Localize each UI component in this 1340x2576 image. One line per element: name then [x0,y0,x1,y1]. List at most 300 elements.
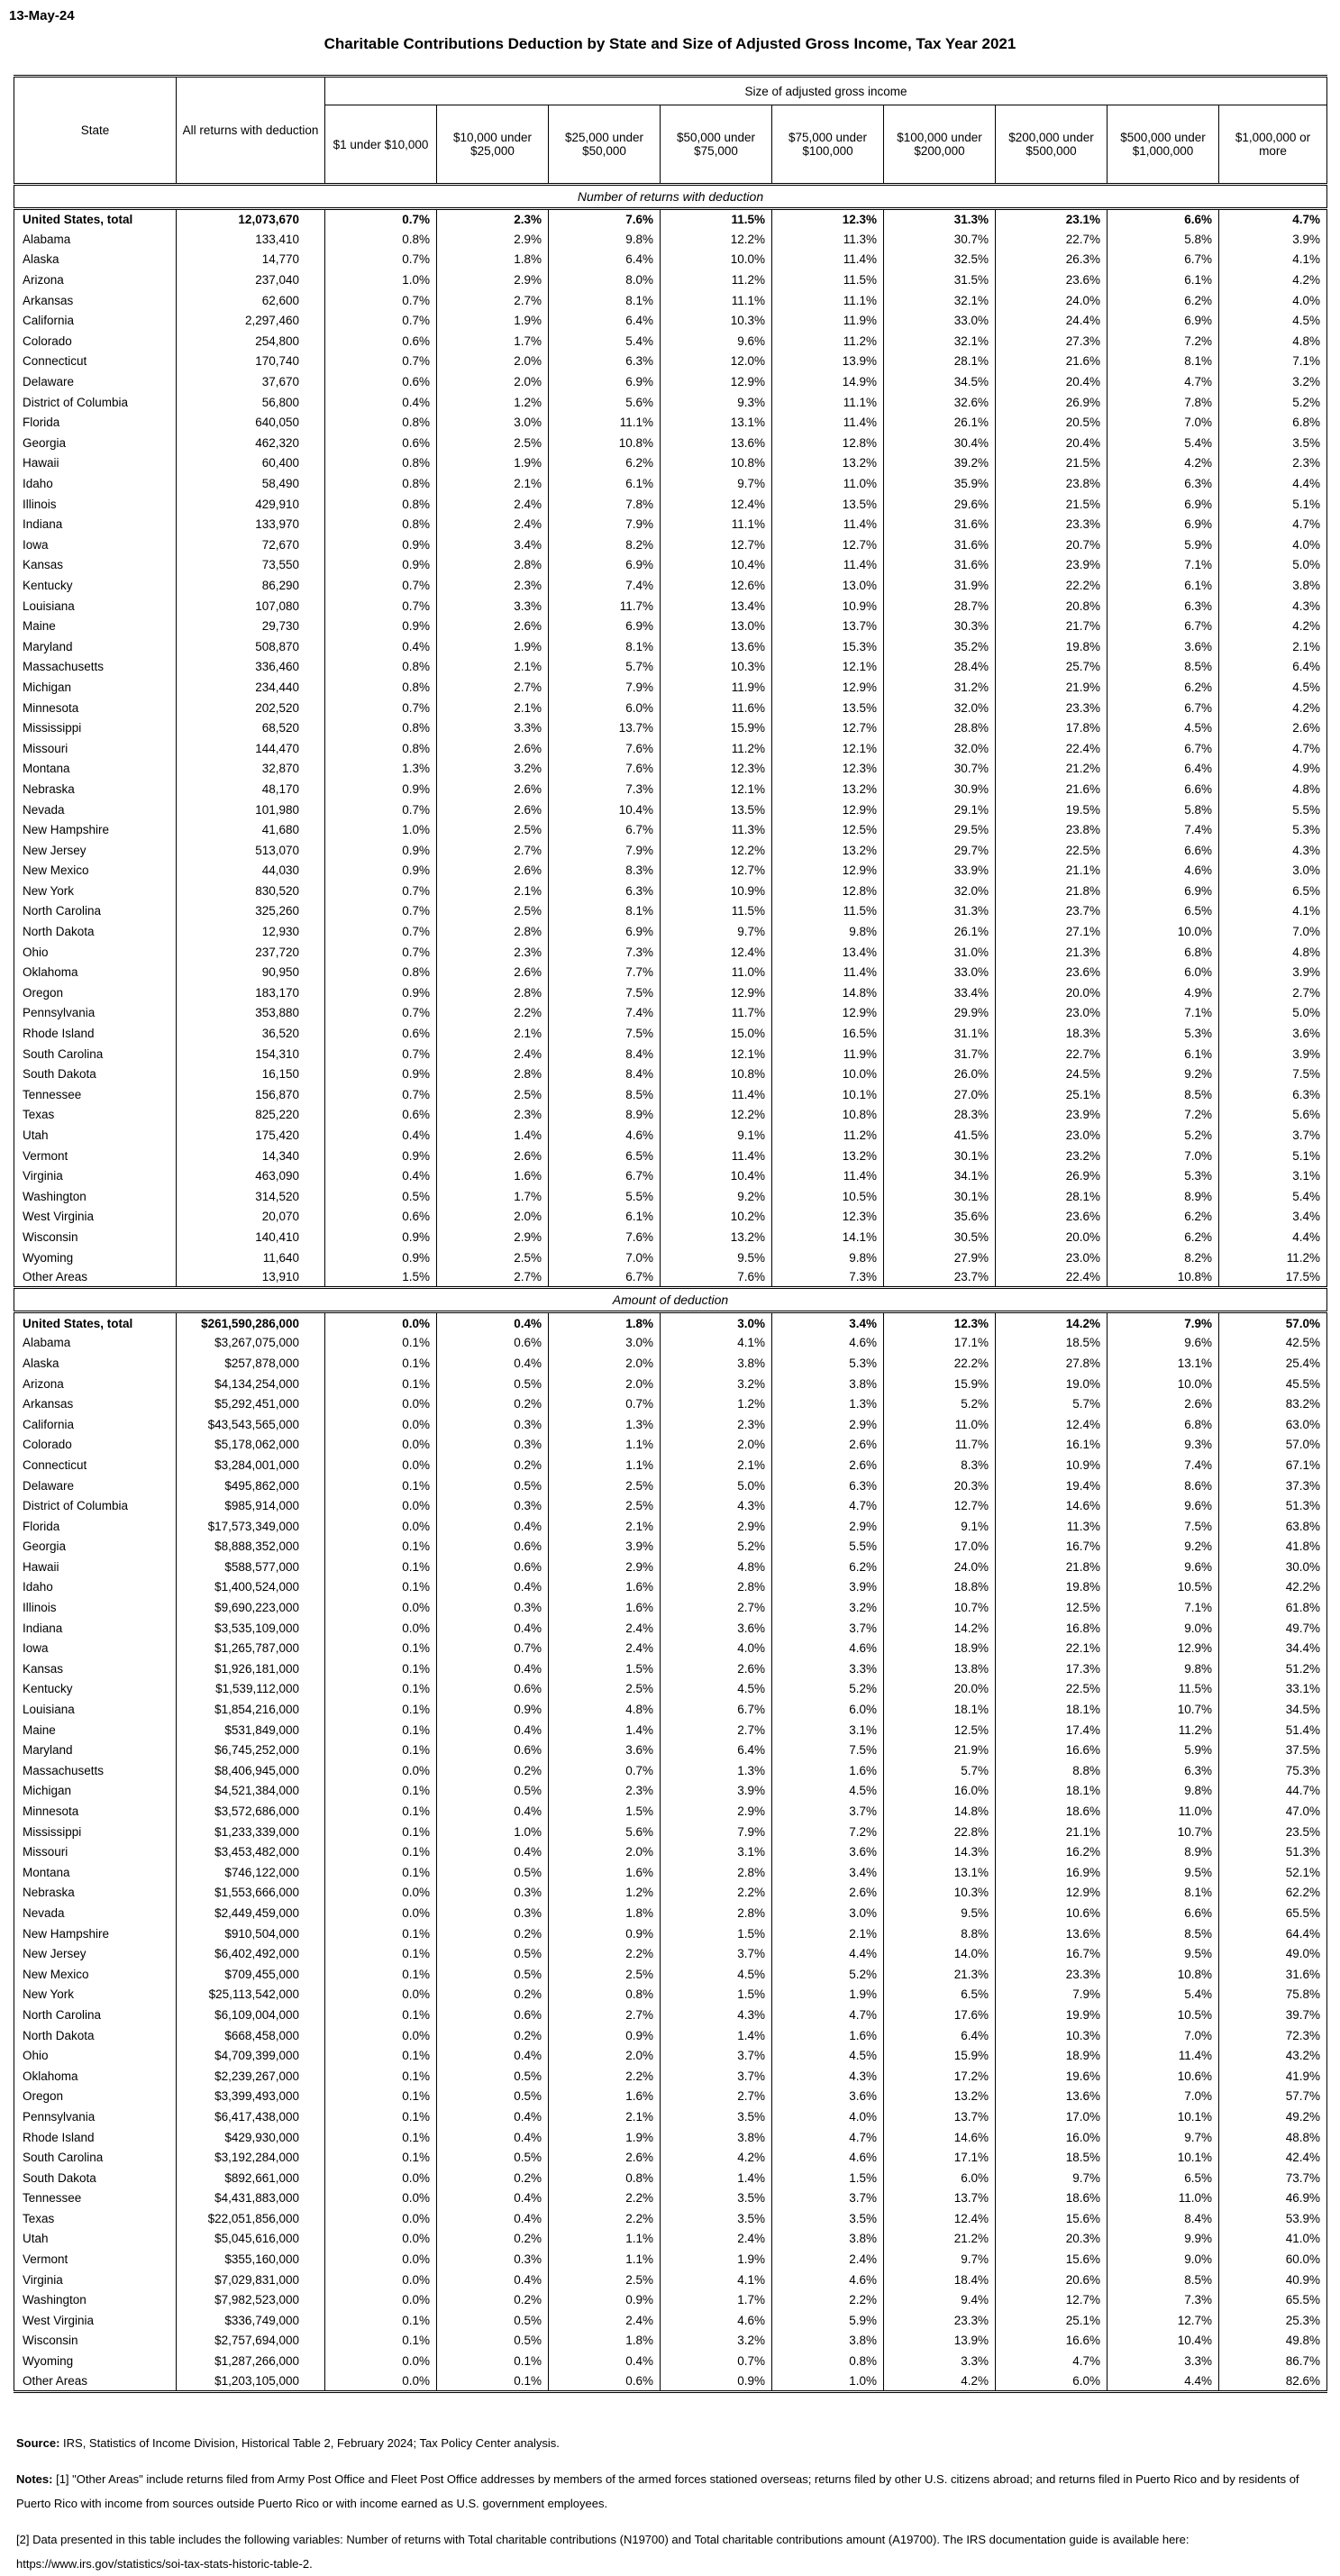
total-cell: $985,914,000 [177,1495,325,1516]
pct-cell: 4.0% [661,1638,772,1658]
pct-cell: 12.9% [996,1883,1108,1904]
pct-cell: 11.4% [661,1084,772,1105]
pct-cell: 21.8% [996,881,1108,901]
pct-cell: 11.7% [884,1435,996,1456]
pct-cell: 18.9% [884,1638,996,1658]
pct-cell: 8.6% [1108,1475,1219,1496]
table-row [14,352,1327,372]
state-cell: South Dakota [23,2170,96,2185]
total-cell: $3,453,482,000 [177,1841,325,1862]
pct-cell: 2.6% [437,799,549,820]
pct-cell: 4.4% [1108,2371,1219,2392]
pct-cell: 2.0% [437,371,549,392]
total-cell: 36,520 [177,1023,325,1044]
pct-cell: 29.5% [884,819,996,840]
pct-cell: 8.9% [549,1105,661,1126]
total-cell: $6,417,438,000 [177,2106,325,2127]
pct-cell: 49.7% [1219,1618,1327,1639]
state-cell: Hawaii [23,456,59,470]
state-cell: Montana [23,762,70,776]
total-cell: 237,040 [177,269,325,290]
state-cell: Idaho [23,477,53,491]
pct-cell: 26.9% [996,392,1108,413]
pct-cell: 0.4% [437,1577,549,1598]
pct-cell: 31.1% [884,1023,996,1044]
pct-cell: 0.5% [437,2087,549,2107]
pct-cell: 0.4% [549,2351,661,2371]
pct-cell: 2.2% [549,1943,661,1964]
pct-cell: 31.7% [884,1044,996,1064]
pct-cell: 14.2% [884,1618,996,1639]
pct-cell: 11.9% [772,310,884,331]
state-cell: Arkansas [23,1397,74,1411]
table-row [14,2331,1327,2352]
state-cell: Missouri [23,741,68,755]
pct-cell: 2.1% [661,1455,772,1475]
state-cell: District of Columbia [23,395,129,409]
pct-cell: 23.7% [996,901,1108,922]
pct-cell: 18.1% [884,1699,996,1720]
pct-cell: 3.4% [1219,1207,1327,1228]
pct-cell: 11.1% [772,290,884,311]
pct-cell: 22.5% [996,1679,1108,1700]
table-row [14,575,1327,596]
pct-cell: 0.7% [325,942,437,963]
pct-cell: 1.6% [549,1577,661,1598]
pct-cell: 0.4% [325,636,437,657]
pct-cell: 11.0% [772,473,884,494]
total-cell: 133,410 [177,229,325,250]
pct-cell: 3.0% [437,412,549,433]
total-cell: 32,870 [177,759,325,780]
pct-cell: 3.7% [772,1801,884,1822]
pct-cell: 9.1% [661,1125,772,1146]
pct-cell: 11.7% [661,1003,772,1024]
pct-cell: 0.8% [325,717,437,738]
state-cell: Minnesota [23,700,79,715]
pct-cell: 7.1% [1219,352,1327,372]
pct-cell: 2.9% [437,229,549,250]
pct-cell: 3.9% [549,1537,661,1557]
pct-cell: 23.7% [884,1267,996,1288]
pct-cell: 0.9% [325,1064,437,1084]
pct-cell: 8.3% [884,1455,996,1475]
pct-cell: 21.2% [996,759,1108,780]
pct-cell: 28.8% [884,717,996,738]
total-cell: 463,090 [177,1165,325,1186]
state-cell: Wisconsin [23,2334,78,2348]
pct-cell: 30.9% [884,779,996,799]
pct-cell: 0.0% [325,1760,437,1781]
pct-cell: 31.3% [884,209,996,230]
pct-cell: 20.0% [996,982,1108,1003]
pct-cell: 12.9% [772,677,884,698]
total-cell: 56,800 [177,392,325,413]
pct-cell: 1.3% [549,1414,661,1435]
pct-cell: 21.1% [996,1822,1108,1842]
pct-cell: 15.9% [884,2045,996,2066]
table-row [14,371,1327,392]
pct-cell: 19.6% [996,2066,1108,2087]
pct-cell: 5.3% [1219,819,1327,840]
pct-cell: 2.2% [549,2188,661,2209]
pct-cell: 9.6% [1108,1557,1219,1577]
table-row [14,1044,1327,1064]
state-cell: Ohio [23,945,49,959]
pct-cell: 20.5% [996,412,1108,433]
pct-cell: 0.4% [437,1801,549,1822]
pct-cell: 1.9% [661,2249,772,2270]
pct-cell: 65.5% [1219,1903,1327,1923]
state-cell: Oklahoma [23,2069,78,2083]
pct-cell: 4.7% [1219,738,1327,759]
pct-cell: 1.6% [772,1760,884,1781]
pct-cell: 3.6% [1108,636,1219,657]
pct-cell: 20.8% [996,596,1108,617]
pct-cell: 0.3% [437,1495,549,1516]
pct-cell: 4.7% [1219,209,1327,230]
pct-cell: 63.8% [1219,1516,1327,1537]
pct-cell: 9.8% [1108,1781,1219,1802]
pct-cell: 9.8% [1108,1658,1219,1679]
state-cell: Louisiana [23,1703,75,1717]
pct-cell: 0.0% [325,2270,437,2290]
pct-cell: 10.5% [772,1186,884,1207]
pct-cell: 12.2% [661,840,772,861]
pct-cell: 37.5% [1219,1740,1327,1760]
state-cell: District of Columbia [23,1499,129,1513]
table-row [14,1822,1327,1842]
total-cell: $43,543,565,000 [177,1414,325,1435]
table-row [14,1186,1327,1207]
pct-cell: 2.2% [772,2289,884,2310]
pct-cell: 3.3% [884,2351,996,2371]
total-cell: 13,910 [177,1267,325,1288]
pct-cell: 4.1% [661,1333,772,1354]
pct-cell: 9.5% [1108,1943,1219,1964]
pct-cell: 23.0% [996,1003,1108,1024]
pct-cell: 8.2% [549,534,661,555]
pct-cell: 26.3% [996,250,1108,270]
pct-cell: 10.3% [884,1883,996,1904]
pct-cell: 2.9% [772,1516,884,1537]
pct-cell: 2.7% [1219,982,1327,1003]
pct-cell: 4.4% [1219,1227,1327,1247]
pct-cell: 4.8% [1219,779,1327,799]
table-row [14,1597,1327,1618]
pct-cell: 3.2% [661,2331,772,2352]
total-cell: $668,458,000 [177,2025,325,2046]
pct-cell: 8.8% [884,1923,996,1944]
pct-cell: 6.5% [1108,2168,1219,2188]
pct-cell: 4.0% [1219,534,1327,555]
pct-cell: 12.5% [772,819,884,840]
total-cell: $1,854,216,000 [177,1699,325,1720]
pct-cell: 5.1% [1219,1146,1327,1166]
pct-cell: 42.2% [1219,1577,1327,1598]
pct-cell: 23.8% [996,819,1108,840]
total-cell: $588,577,000 [177,1557,325,1577]
pct-cell: 12.7% [772,534,884,555]
pct-cell: 6.9% [549,921,661,942]
pct-cell: 10.7% [1108,1699,1219,1720]
pct-cell: 51.4% [1219,1720,1327,1740]
pct-cell: 2.4% [661,2229,772,2250]
pct-cell: 2.0% [661,1435,772,1456]
pct-cell: 1.0% [772,2371,884,2392]
total-cell: $495,862,000 [177,1475,325,1496]
pct-cell: 7.9% [549,677,661,698]
pct-cell: 1.7% [437,1186,549,1207]
table-row [14,819,1327,840]
table-row [14,698,1327,718]
table-row [14,2005,1327,2025]
pct-cell: 3.3% [772,1658,884,1679]
total-cell: 2,297,460 [177,310,325,331]
pct-cell: 16.0% [996,2127,1108,2148]
pct-cell: 0.1% [325,2127,437,2148]
pct-cell: 11.5% [772,901,884,922]
table-row [14,1699,1327,1720]
pct-cell: 6.6% [1108,1903,1219,1923]
pct-cell: 17.0% [884,1537,996,1557]
pct-cell: 8.5% [549,1084,661,1105]
pct-cell: 0.1% [325,1923,437,1944]
pct-cell: 26.9% [996,1165,1108,1186]
pct-cell: 20.4% [996,371,1108,392]
total-cell: $336,749,000 [177,2310,325,2331]
pct-cell: 7.0% [1108,1146,1219,1166]
table-row [14,2147,1327,2168]
state-cell: Ohio [23,2049,49,2063]
pct-cell: 12.1% [661,779,772,799]
total-cell: $257,878,000 [177,1353,325,1374]
pct-cell: 6.9% [1108,514,1219,534]
pct-cell: 3.0% [549,1333,661,1354]
total-cell: $429,930,000 [177,2127,325,2148]
pct-cell: 15.9% [661,717,772,738]
pct-cell: 11.4% [1108,2045,1219,2066]
pct-cell: 1.0% [325,269,437,290]
pct-cell: 25.1% [996,2310,1108,2331]
pct-cell: 12.5% [884,1720,996,1740]
pct-cell: 21.1% [996,861,1108,882]
state-cell: Georgia [23,435,67,450]
pct-cell: 6.8% [1108,1414,1219,1435]
pct-cell: 3.7% [661,2045,772,2066]
pct-cell: 0.9% [325,1146,437,1166]
state-cell: Colorado [23,333,72,348]
pct-cell: 39.7% [1219,2005,1327,2025]
pct-cell: 13.6% [661,636,772,657]
column-header-bracket: $50,000 under $75,000 [661,105,772,185]
table-row [14,1903,1327,1923]
pct-cell: 1.6% [437,1165,549,1186]
state-cell: Colorado [23,1438,72,1452]
pct-cell: 31.0% [884,942,996,963]
table-row [14,1577,1327,1598]
pct-cell: 4.1% [1219,901,1327,922]
pct-cell: 10.2% [661,1207,772,1228]
pct-cell: 0.5% [437,2147,549,2168]
column-header-agi-group: Size of adjusted gross income [325,77,1327,105]
pct-cell: 23.3% [996,698,1108,718]
total-cell: $1,203,105,000 [177,2371,325,2392]
pct-cell: 7.6% [549,209,661,230]
state-cell: Alaska [23,1356,59,1370]
pct-cell: 9.6% [1108,1495,1219,1516]
pct-cell: 0.2% [437,1985,549,2005]
state-cell: Florida [23,416,60,430]
table-row [14,2371,1327,2392]
pct-cell: 7.9% [661,1822,772,1842]
pct-cell: 0.1% [325,1862,437,1883]
pct-cell: 4.6% [772,1333,884,1354]
pct-cell: 0.0% [325,1495,437,1516]
pct-cell: 4.3% [1219,840,1327,861]
total-cell: $6,745,252,000 [177,1740,325,1760]
pct-cell: 1.8% [549,1312,661,1333]
pct-cell: 21.7% [996,616,1108,636]
pct-cell: 0.1% [325,2106,437,2127]
state-cell: Massachusetts [23,1763,105,1777]
total-cell: 640,050 [177,412,325,433]
pct-cell: 12.9% [661,982,772,1003]
pct-cell: 2.5% [549,2270,661,2290]
pct-cell: 2.6% [437,861,549,882]
table-row [14,392,1327,413]
total-cell: $4,521,384,000 [177,1781,325,1802]
state-cell: Kentucky [23,578,73,592]
pct-cell: 0.0% [325,2289,437,2310]
table-row [14,596,1327,617]
column-header-bracket: $1 under $10,000 [325,105,437,185]
pct-cell: 0.8% [325,962,437,982]
pct-cell: 18.5% [996,1333,1108,1354]
pct-cell: 29.1% [884,799,996,820]
pct-cell: 6.0% [884,2168,996,2188]
pct-cell: 11.3% [772,229,884,250]
state-cell: Tennessee [23,2191,82,2206]
pct-cell: 12.1% [772,657,884,678]
pct-cell: 19.5% [996,799,1108,820]
pct-cell: 17.0% [996,2106,1108,2127]
pct-cell: 19.4% [996,1475,1108,1496]
pct-cell: 10.3% [661,657,772,678]
pct-cell: 11.9% [661,677,772,698]
pct-cell: 9.2% [661,1186,772,1207]
pct-cell: 6.8% [1219,412,1327,433]
pct-cell: 0.8% [325,677,437,698]
pct-cell: 12.4% [661,494,772,515]
pct-cell: 29.6% [884,494,996,515]
pct-cell: 1.2% [661,1393,772,1414]
pct-cell: 12.9% [1108,1638,1219,1658]
pct-cell: 0.7% [325,1003,437,1024]
pct-cell: 6.4% [884,2025,996,2046]
page-title: Charitable Contributions Deduction by State and Size of Adjusted Gross Income, Tax Year 2021 [324,35,1016,52]
pct-cell: 10.4% [661,555,772,576]
table-row [14,1537,1327,1557]
pct-cell: 0.6% [325,1207,437,1228]
pct-cell: 24.4% [996,310,1108,331]
pct-cell: 14.6% [996,1495,1108,1516]
pct-cell: 18.5% [996,2147,1108,2168]
total-cell: $910,504,000 [177,1923,325,1944]
pct-cell: 0.1% [437,2371,549,2392]
pct-cell: 1.6% [549,1597,661,1618]
table-row [14,1618,1327,1639]
pct-cell: 1.1% [549,1455,661,1475]
pct-cell: 6.1% [1108,269,1219,290]
pct-cell: 0.4% [325,392,437,413]
pct-cell: 0.4% [437,2045,549,2066]
table-row [14,1064,1327,1084]
pct-cell: 14.6% [884,2127,996,2148]
pct-cell: 2.0% [549,2045,661,2066]
pct-cell: 5.2% [1219,392,1327,413]
pct-cell: 4.7% [1219,514,1327,534]
pct-cell: 0.0% [325,2249,437,2270]
table-row [14,1638,1327,1658]
pct-cell: 10.5% [1108,2005,1219,2025]
state-cell: Michigan [23,1784,72,1798]
pct-cell: 0.1% [325,1353,437,1374]
pct-cell: 0.0% [325,1516,437,1537]
pct-cell: 0.0% [325,1312,437,1333]
table-row [14,229,1327,250]
pct-cell: 7.8% [1108,392,1219,413]
total-cell: 20,070 [177,1207,325,1228]
pct-cell: 0.9% [549,1923,661,1944]
pct-cell: 0.7% [325,921,437,942]
pct-cell: 2.5% [437,901,549,922]
state-cell: Connecticut [23,354,87,369]
pct-cell: 1.0% [325,819,437,840]
pct-cell: 27.8% [996,1353,1108,1374]
pct-cell: 3.9% [1219,229,1327,250]
table-row [14,1393,1327,1414]
table-row [14,738,1327,759]
pct-cell: 0.3% [437,1414,549,1435]
pct-cell: 15.0% [661,1023,772,1044]
pct-cell: 1.7% [437,331,549,352]
pct-cell: 7.2% [1108,331,1219,352]
state-cell: Maine [23,619,56,634]
pct-cell: 0.1% [325,1658,437,1679]
pct-cell: 17.2% [884,2066,996,2087]
pct-cell: 9.1% [884,1516,996,1537]
total-cell: $2,449,459,000 [177,1903,325,1923]
pct-cell: 0.2% [437,2229,549,2250]
total-cell: $355,160,000 [177,2249,325,2270]
pct-cell: 0.7% [325,881,437,901]
pct-cell: 6.9% [549,371,661,392]
pct-cell: 10.7% [884,1597,996,1618]
note-2 [16,2527,1324,2576]
pct-cell: 0.6% [549,2371,661,2392]
table-row [14,1841,1327,1862]
state-cell: Arizona [23,1376,64,1391]
pct-cell: 33.1% [1219,1679,1327,1700]
pct-cell: 8.4% [549,1064,661,1084]
pct-cell: 2.5% [437,1084,549,1105]
table-row [14,2106,1327,2127]
pct-cell: 33.4% [884,982,996,1003]
pct-cell: 6.7% [1108,738,1219,759]
table-wrap [14,75,1326,2393]
pct-cell: 22.8% [884,1822,996,1842]
